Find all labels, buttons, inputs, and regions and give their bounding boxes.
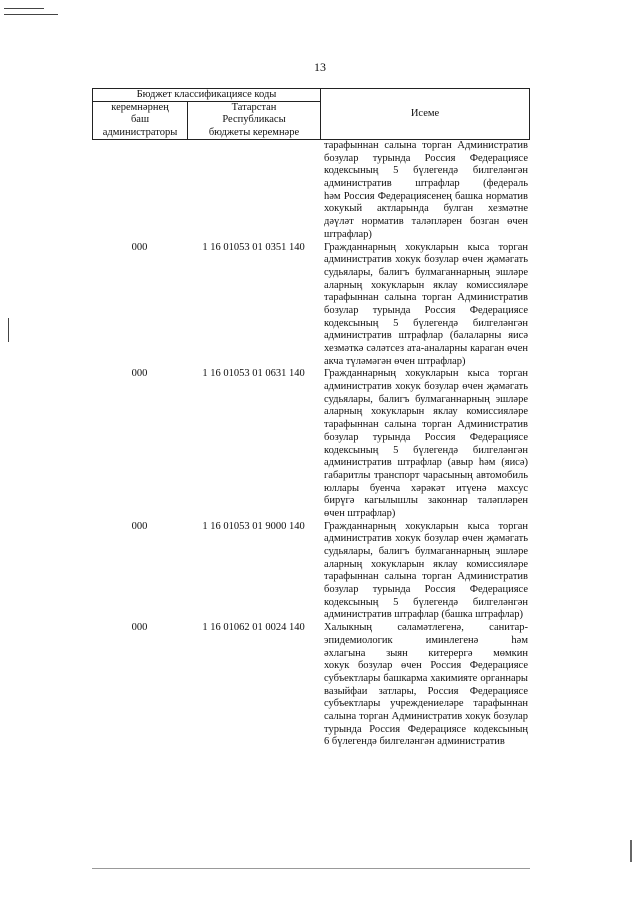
revenue-code-cell: 1 16 01053 01 9000 140 (202, 520, 305, 532)
name-line: салына торган Административ хокук бозулар (324, 710, 528, 722)
name-line: административ штрафлар (федераль (324, 178, 528, 190)
table-row (92, 368, 530, 520)
name-line: бозулар турында Россия Федерациясе (324, 152, 528, 164)
name-cell (324, 368, 528, 520)
scan-mark-left (8, 318, 9, 342)
name-line: судьялары, балигъ булмаганнарның эшләре (324, 546, 528, 557)
name-line: хокук бозулар өчен Россия Федерациясе (324, 660, 528, 672)
name-line: тарафыннан салына торган Административ (324, 292, 528, 304)
name-line: субъектлары башкарма хакимияте органнары (324, 672, 528, 684)
header-budget-revenues (188, 102, 321, 140)
name-line: административ хокук бозулар өчен җәмәгать (324, 254, 528, 266)
table-row (92, 140, 530, 242)
header-col2-line: Республикасы (222, 114, 286, 126)
name-line: өчен штрафлар) (324, 507, 396, 519)
revenue-code-cell: 1 16 01053 01 0351 140 (202, 241, 305, 253)
name-line: хокукый актларында булган хезмәтне (324, 203, 528, 215)
name-line: тарафыннан салына торган Административ (324, 571, 528, 583)
header-col1-line: администраторы (102, 126, 178, 138)
name-line: Халыкның сәламәтлегенә, санитар- (324, 622, 528, 634)
budget-classification-table (92, 88, 530, 749)
name-line: Гражданнарның хокукларын кыса торган (324, 368, 528, 380)
admin-code-cell: 000 (131, 622, 148, 634)
name-line: кодексының 5 бүлегендә билгеләнгән (324, 317, 528, 329)
name-cell (324, 242, 528, 369)
name-line: һәм Россия Федерациясенең башка норматив (324, 190, 528, 202)
name-line: бозулар турында Россия Федерациясе (324, 584, 528, 596)
name-line: кодексының 5 бүлегендә билгеләнгән (324, 165, 528, 177)
header-col1-line: баш (130, 114, 150, 126)
name-line: аларның хокукларын яклау комиссияләре (324, 558, 528, 570)
name-line: акча түләмәгән өчен штрафлар) (324, 355, 466, 367)
name-line: кодексының 5 бүлегендә билгеләнгән (324, 444, 528, 456)
name-line: тарафыннан салына торган Административ (324, 140, 528, 151)
name-line: турында Россия Федерациясе кодексының (324, 723, 528, 735)
name-line: бозулар турында Россия Федерациясе (324, 431, 528, 443)
name-line: юллары буенча хәрәкәт итүенә махсус (324, 482, 528, 494)
name-line: административ штрафлар (башка штрафлар) (324, 609, 524, 621)
scan-mark-right (630, 840, 632, 862)
table-row (92, 521, 530, 623)
name-cell (324, 140, 528, 242)
name-line: Гражданнарның хокукларын кыса торган (324, 241, 528, 253)
table-row (92, 622, 530, 749)
name-line: субъектлары учреждениеләре тарафыннан (324, 698, 528, 710)
name-line: административ хокук бозулар өчен җәмәгать (324, 533, 528, 545)
scan-mark-top-1 (4, 8, 44, 9)
name-line: 6 бүлегендә билгеләнгән административ (324, 736, 505, 748)
scan-mark-top-2 (4, 14, 58, 15)
header-budget-classification-codes: Бюджет классификациясе коды (93, 89, 321, 102)
name-line: кодексының 5 бүлегендә билгеләнгән (324, 596, 528, 608)
revenue-code-cell: 1 16 01062 01 0024 140 (202, 622, 305, 634)
name-line: бирүгә кагылышлы законнар таләпләрен (324, 495, 528, 507)
name-line: тарафыннан салына торган Административ (324, 419, 528, 431)
header-col1-line: керемнәрнең (111, 102, 169, 113)
name-line: габаритлы транспорт чарасының автомобиль (324, 469, 528, 481)
revenue-code-cell: 1 16 01053 01 0631 140 (202, 368, 305, 380)
name-line: хезмәткә сәләтсез ата-аналарны караган өчен (324, 343, 528, 354)
name-line: судьялары, балигъ булмаганнарның эшләре (324, 266, 528, 278)
admin-code-cell: 000 (131, 241, 148, 253)
header-col2-line: бюджеты керемнәре (208, 126, 300, 138)
page-bottom-rule (92, 868, 530, 869)
name-line: дәүләт норматив таләпләрен бозган өчен (324, 216, 528, 228)
header-col2-line: Татарстан (231, 102, 277, 113)
name-line: административ штрафлар (авыр һәм (яисә) (324, 457, 528, 469)
table-header (92, 88, 530, 140)
header-chief-administrator (93, 102, 188, 140)
name-line: административ штрафлар (балаларны яисә (324, 330, 528, 342)
name-line: вазыйфаи затлары, Россия Федерациясе (324, 685, 528, 697)
header-name: Исеме (410, 108, 440, 119)
admin-code-cell: 000 (131, 368, 148, 380)
admin-code-cell: 000 (131, 520, 148, 532)
name-line: штрафлар) (324, 228, 372, 240)
name-line: Гражданнарның хокукларын кыса торган (324, 520, 528, 532)
name-line: судьялары, балигъ булмаганнарның эшләре (324, 393, 528, 405)
name-line: бозулар турында Россия Федерациясе (324, 304, 528, 316)
name-cell (324, 622, 528, 749)
name-line: административ хокук бозулар өчен җәмәгать (324, 381, 528, 393)
name-line: аларның хокукларын яклау комиссияләре (324, 279, 528, 291)
table-row (92, 242, 530, 369)
name-line: аларның хокукларын яклау комиссияләре (324, 406, 528, 418)
name-line: эпидемиологик иминлегенә һәм (324, 634, 528, 646)
name-cell (324, 521, 528, 623)
page-number: 13 (314, 60, 326, 74)
name-line: әхлагына зыян китерергә мөмкин (324, 647, 528, 659)
table-body (92, 140, 530, 749)
